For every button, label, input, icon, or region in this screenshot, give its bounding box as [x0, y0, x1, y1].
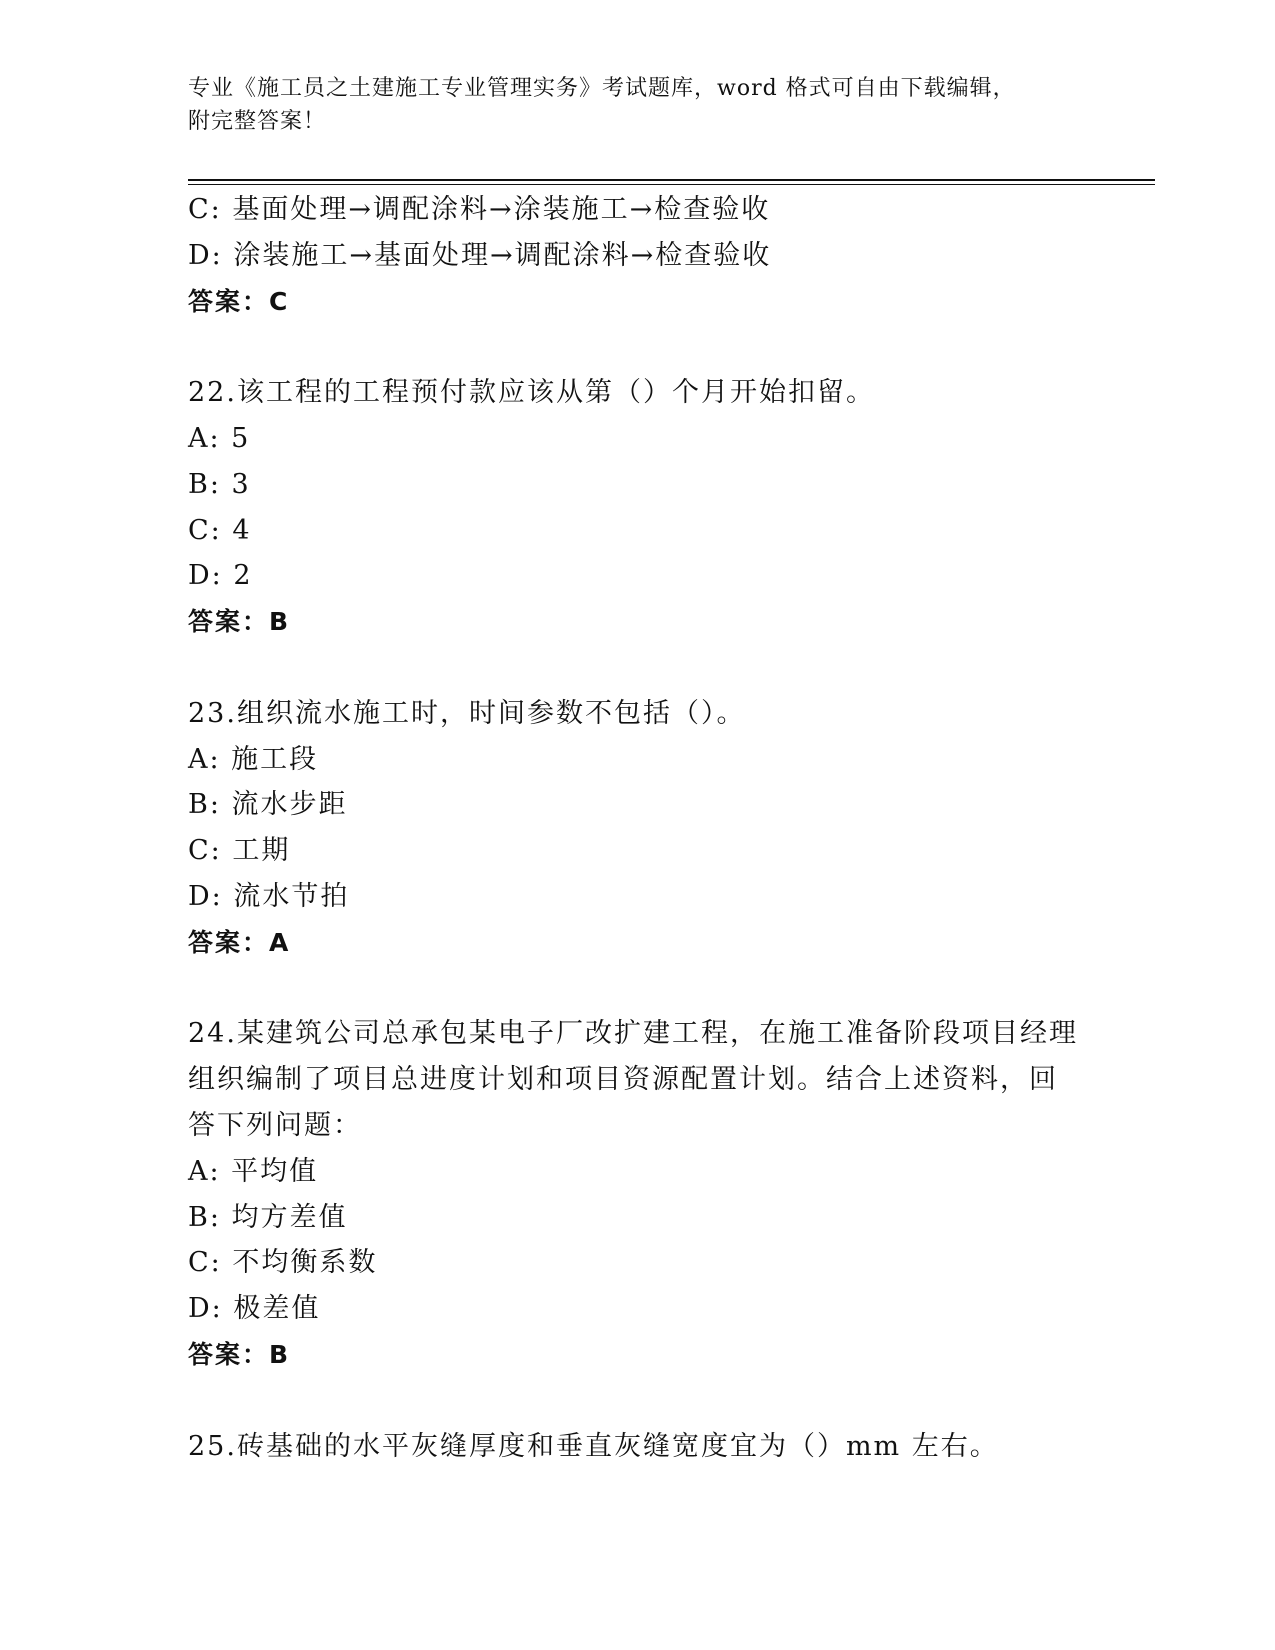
- question-stem: 22.该工程的工程预付款应该从第（）个月开始扣留。: [188, 377, 875, 409]
- option-b: B: 3: [188, 468, 251, 500]
- option-c: C: 4: [188, 514, 252, 546]
- answer-line: 答案：C: [188, 286, 290, 316]
- option-a: A: 平均值: [188, 1155, 319, 1187]
- header-divider-thick: [188, 179, 1155, 181]
- question-stem: 25.砖基础的水平灰缝厚度和垂直灰缝宽度宜为（）mm 左右。: [188, 1430, 999, 1462]
- spacer: [188, 1378, 1108, 1424]
- question-22: [188, 370, 1108, 645]
- option-b: B: 均方差值: [188, 1201, 348, 1233]
- carryover-question: [188, 187, 1108, 324]
- option-a: A: 5: [188, 422, 251, 454]
- question-24: [188, 1011, 1108, 1377]
- header-divider-thin: [188, 184, 1155, 185]
- page-header: [188, 72, 1088, 138]
- option-d: D: 涂装施工→基面处理→调配涂料→检查验收: [188, 239, 772, 271]
- option-b: B: 流水步距: [188, 789, 348, 821]
- option-a: A: 施工段: [188, 743, 319, 775]
- spacer: [188, 645, 1108, 691]
- option-d: D: 极差值: [188, 1293, 321, 1325]
- option-d: D: 流水节拍: [188, 880, 350, 912]
- question-stem-line-1: 24.某建筑公司总承包某电子厂改扩建工程，在施工准备阶段项目经理: [188, 1018, 1078, 1050]
- answer-line: 答案：B: [188, 1339, 291, 1369]
- question-content: [188, 187, 1108, 1469]
- header-line-2: 附完整答案！: [188, 109, 327, 134]
- question-25: [188, 1424, 1108, 1470]
- option-c: C: 工期: [188, 835, 291, 867]
- header-line-1: 专业《施工员之土建施工专业管理实务》考试题库，word 格式可自由下载编辑，: [188, 76, 1016, 101]
- option-d: D: 2: [188, 560, 253, 592]
- answer-line: 答案：A: [188, 927, 291, 957]
- answer-line: 答案：B: [188, 607, 291, 637]
- spacer: [188, 966, 1108, 1012]
- question-23: [188, 691, 1108, 966]
- question-stem-line-3: 答下列问题：: [188, 1109, 362, 1141]
- spacer: [188, 324, 1108, 370]
- question-stem-line-2: 组织编制了项目总进度计划和项目资源配置计划。结合上述资料，回: [188, 1064, 1058, 1096]
- option-c: C: 基面处理→调配涂料→涂装施工→检查验收: [188, 194, 771, 225]
- question-stem: 23.组织流水施工时，时间参数不包括（）。: [188, 697, 746, 729]
- option-c: C: 不均衡系数: [188, 1247, 378, 1279]
